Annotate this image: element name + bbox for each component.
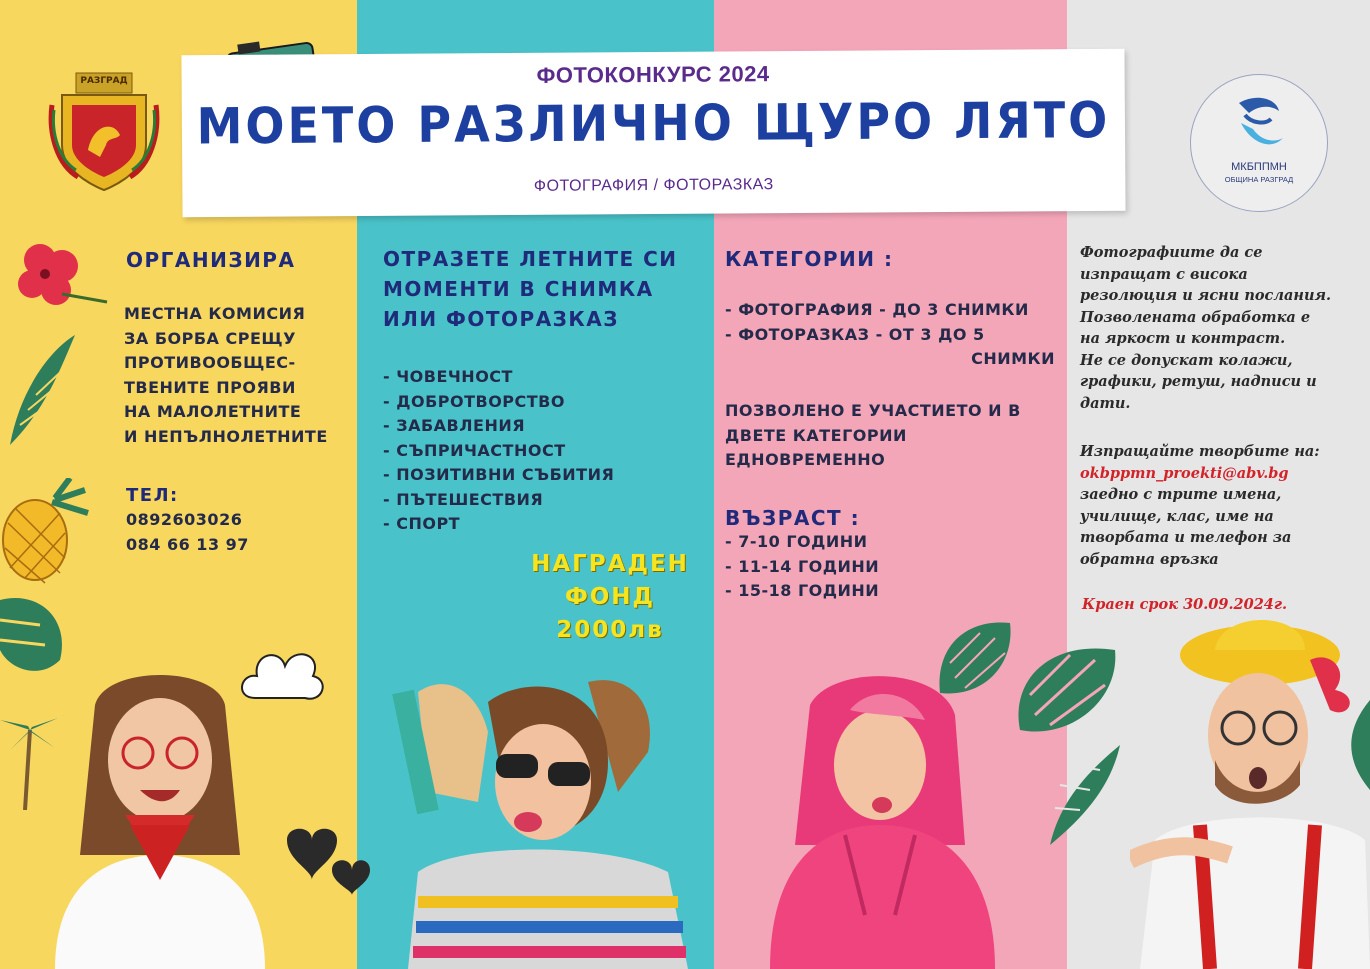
city-crest-icon [48,65,160,195]
category-item: СНИМКИ [971,349,1055,368]
banner-subtitle: ФОТОГРАФИЯ / ФОТОРАЗКАЗ [533,176,774,195]
organizer-text [124,302,328,449]
tel-label: ТЕЛ: [126,485,179,506]
note-line: ДВЕТЕ КАТЕГОРИИ [725,425,907,445]
pineapple-icon [0,478,90,598]
contest-label: ФОТОКОНКУРС 2024 [536,61,770,88]
rules-line: Позволената обработка е [1080,308,1311,326]
topic-list [383,365,614,537]
send-instructions [1080,441,1320,570]
category-list [725,298,1055,372]
phone-number[interactable]: 0892603026 [126,510,243,529]
topic-item: - ЧОВЕЧНОСТ [383,367,513,386]
send-line: Изпращайте творбите на: [1080,443,1320,460]
topic-item: - ДОБРОТВОРСТВО [383,391,565,411]
age-item: - 11-14 ГОДИНИ [725,556,880,576]
send-line: обратна връзка [1080,550,1219,568]
organizer-line: МЕСТНА КОМИСИЯ [124,304,306,323]
phone-number[interactable]: 084 66 13 97 [126,534,249,554]
moments-heading-line: МОМЕНТИ В СНИМКА [383,277,654,301]
send-line: творбата и телефон за [1080,529,1292,546]
prize-fund [500,548,720,647]
moments-heading-line: ОТРАЗЕТЕ ЛЕТНИТЕ СИ [383,247,678,271]
rules-line: на яркост и контраст. [1080,330,1286,347]
rules-line: графики, ретуш, надписи и [1080,373,1317,390]
note-line: ЕДНОВРЕМЕННО [725,450,886,469]
category-item: - ФОТОРАЗКАЗ - ОТ 3 ДО 5 [725,324,985,344]
logo-name: МКБППМН [1231,161,1287,173]
logo-subtitle: ОБЩИНА РАЗГРАД [1224,175,1294,184]
organizer-line: ТВЕНИТЕ ПРОЯВИ [124,377,296,397]
organizer-line: НА МАЛОЛЕТНИТЕ [124,402,302,421]
phone-list [126,508,249,557]
categories-heading: КАТЕГОРИИ : [725,247,894,271]
mkbppmn-logo [1190,74,1328,212]
crest-label: РАЗГРАД [80,76,128,86]
age-list [725,530,879,604]
moments-heading-line: ИЛИ ФОТОРАЗКАЗ [383,307,619,331]
categories-note [725,399,1021,473]
rules-line: Не се допускат колажи, [1080,351,1293,369]
email-link[interactable]: okbppmn_proekti@abv.bg [1080,464,1289,482]
organizer-line: И НЕПЪЛНОЛЕТНИТЕ [124,426,328,446]
rules-text [1080,242,1331,414]
topic-item: - ЗАБАВЛЕНИЯ [383,416,526,435]
deadline-text: Краен срок 30.09.2024г. [1082,596,1288,613]
age-item: - 15-18 ГОДИНИ [725,581,880,600]
hibiscus-flower-icon [12,238,112,318]
moments-heading [383,244,678,334]
girl-sunglasses-photo [388,672,703,969]
prize-line: НАГРАДЕН [531,551,689,577]
rules-line: резолюция и ясни послания. [1080,287,1332,304]
send-line: заедно с трите имена, [1080,486,1282,503]
palm-leaf-icon [0,330,80,450]
organizer-line: ПРОТИВООБЩЕС- [124,353,296,372]
heart-sunglasses-icon [282,825,372,895]
age-item: - 7-10 ГОДИНИ [725,532,868,551]
topic-item: - ПОЗИТИВНИ СЪБИТИЯ [383,465,615,484]
man-hat-photo [1130,610,1370,969]
palm-leaf-icon-grey [1040,740,1130,850]
topic-item: - СЪПРИЧАСТНОСТ [383,440,566,460]
page-title: МОЕТО РАЗЛИЧНО ЩУРО ЛЯТО [196,90,1111,156]
girl-glasses-photo [45,665,275,969]
note-line: ПОЗВОЛЕНО Е УЧАСТИЕТО И В [725,401,1021,420]
topic-item: - ПЪТЕШЕСТВИЯ [383,489,544,509]
monstera-leaf-icon-large [1010,640,1120,740]
send-line: училище, клас, име на [1080,507,1274,525]
age-heading: ВЪЗРАСТ : [725,506,861,530]
rules-line: дати. [1080,394,1131,412]
girl-pink-hoodie-photo [750,665,1010,969]
organizer-line: ЗА БОРБА СРЕЩУ [124,328,296,348]
prize-line: ФОНД [564,584,656,610]
topic-item: - СПОРТ [383,514,461,533]
category-item: - ФОТОГРАФИЯ - ДО 3 СНИМКИ [725,300,1029,319]
prize-line: 2000лв [556,617,664,643]
title-banner [181,49,1125,218]
hands-logo-icon [1231,93,1287,155]
rules-line: изпращат с висока [1080,265,1248,283]
organizer-heading: ОРГАНИЗИРА [126,248,296,272]
rules-line: Фотографиите да се [1080,244,1263,261]
